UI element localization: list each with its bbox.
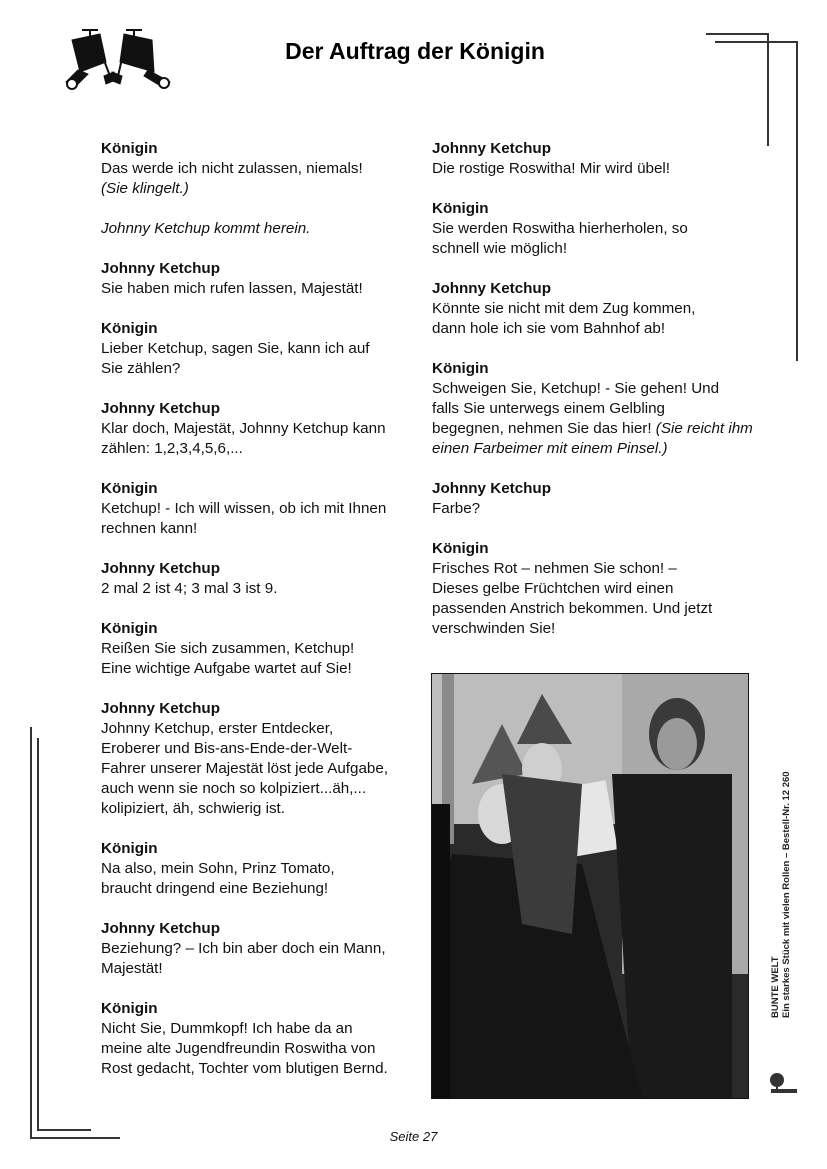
- frame-top-right-v1: [767, 33, 769, 146]
- dialogue-line: rechnen kann!: [101, 520, 198, 537]
- dialogue-block: [101, 559, 421, 599]
- dialogue-line: Nicht Sie, Dummkopf! Ich habe da an: [101, 1020, 353, 1037]
- page-title: Der Auftrag der Königin: [285, 38, 545, 64]
- dialogue-line: dann hole ich sie vom Bahnhof ab!: [432, 320, 666, 337]
- speaker-name: Königin: [101, 140, 158, 157]
- dialogue-line: Johnny Ketchup, erster Entdecker,: [101, 720, 334, 737]
- dialogue-line: auch wenn sie noch so kolpiziert...äh,...: [101, 780, 367, 797]
- speaker-name: Johnny Ketchup: [432, 480, 551, 497]
- dialogue-block: [101, 319, 421, 379]
- speaker-name: Königin: [101, 1000, 158, 1017]
- frame-top-right-v2: [796, 41, 798, 361]
- dialogue-line: zählen: 1,2,3,4,5,6,...: [101, 440, 243, 457]
- dialogue-line: begegnen, nehmen Sie das hier!: [432, 420, 656, 437]
- dialogue-block: [101, 399, 421, 459]
- frame-top-right-h1: [706, 33, 768, 35]
- dialogue-line: Könnte sie nicht mit dem Zug kommen,: [432, 300, 696, 317]
- dialogue-line: falls Sie unterwegs einem Gelbling: [432, 400, 665, 417]
- dialogue-block: [432, 199, 757, 259]
- speaker-name: Johnny Ketchup: [432, 280, 551, 297]
- dialogue-line: Frisches Rot – nehmen Sie schon! –: [432, 560, 677, 577]
- dialogue-line: Sie zählen?: [101, 360, 181, 377]
- speaker-name: Johnny Ketchup: [432, 140, 551, 157]
- dialogue-line: Die rostige Roswitha! Mir wird übel!: [432, 160, 671, 177]
- dialogue-line: Sie werden Roswitha hierherholen, so: [432, 220, 688, 237]
- dialogue-line: Lieber Ketchup, sagen Sie, kann ich auf: [101, 340, 370, 357]
- dialogue-block: [101, 619, 421, 679]
- series-title: BUNTE WELT: [770, 956, 781, 1018]
- dialogue-block: [101, 139, 421, 199]
- stage-direction: (Sie reicht ihm einen Farbeimer mit einem Pinsel.): [432, 420, 753, 457]
- speaker-name: Königin: [432, 540, 489, 557]
- speaker-name: Johnny Ketchup: [101, 700, 220, 717]
- dialogue-block: [432, 479, 757, 519]
- dialogue-line: passenden Anstrich bekommen. Und jetzt: [432, 600, 713, 617]
- dialogue-block: [432, 279, 757, 339]
- dialogue-right-column: [432, 139, 757, 659]
- speaker-name: Johnny Ketchup: [101, 560, 220, 577]
- frame-bottom-left-v1: [30, 727, 32, 1138]
- dialogue-block: [101, 699, 421, 819]
- dialogue-line: Ketchup! - Ich will wissen, ob ich mit Ihnen: [101, 500, 387, 517]
- dialogue-block: [432, 359, 757, 459]
- dialogue-block: [101, 219, 421, 239]
- dialogue-left-column: [101, 139, 421, 1099]
- dialogue-line: Beziehung? – Ich bin aber doch ein Mann,: [101, 940, 386, 957]
- vertical-sidebar-text: [770, 771, 792, 1018]
- speaker-name: Johnny Ketchup: [101, 920, 220, 937]
- speaker-name: Königin: [101, 320, 158, 337]
- book-subtitle: Ein starkes Stück mit vielen Rollen – Bestell-Nr. 12 260: [781, 771, 792, 1018]
- dialogue-line: Eroberer und Bis-ans-Ende-der-Welt-: [101, 740, 353, 757]
- dialogue-block: [101, 999, 421, 1079]
- dialogue-line: Sie haben mich rufen lassen, Majestät!: [101, 280, 363, 297]
- speaker-name: Königin: [432, 360, 489, 377]
- dialogue-line: Klar doch, Majestät, Johnny Ketchup kann: [101, 420, 386, 437]
- theatre-scene-illustration: [432, 674, 748, 1098]
- speaker-name: Königin: [101, 480, 158, 497]
- dialogue-line: verschwinden Sie!: [432, 620, 556, 637]
- dialogue-block: [101, 919, 421, 979]
- dialogue-block: [101, 479, 421, 539]
- speaker-name: Königin: [101, 620, 158, 637]
- speaker-name: Königin: [101, 840, 158, 857]
- stage-direction: (Sie klingelt.): [101, 180, 189, 197]
- dialogue-line: Majestät!: [101, 960, 163, 977]
- stage-spotlights-icon: [60, 26, 175, 90]
- dialogue-line: kolipiziert, äh, schwierig ist.: [101, 800, 286, 817]
- tree-logo-icon: [768, 1070, 798, 1094]
- theatre-scene-photo: [431, 673, 749, 1099]
- page-number: Seite 27: [389, 1129, 438, 1144]
- stage-direction: Johnny Ketchup kommt herein.: [101, 220, 311, 237]
- dialogue-line: 2 mal 2 ist 4; 3 mal 3 ist 9.: [101, 580, 278, 597]
- dialogue-block: [101, 259, 421, 299]
- dialogue-line: Rost gedacht, Tochter vom blutigen Bernd.: [101, 1060, 388, 1077]
- speaker-name: Johnny Ketchup: [101, 260, 220, 277]
- speaker-name: Königin: [432, 200, 489, 217]
- dialogue-block: [432, 139, 757, 179]
- dialogue-line: Schweigen Sie, Ketchup! - Sie gehen! Und: [432, 380, 720, 397]
- dialogue-block: [432, 539, 757, 639]
- dialogue-line: Dieses gelbe Früchtchen wird einen: [432, 580, 674, 597]
- dialogue-line: Fahrer unserer Majestät löst jede Aufgabe,: [101, 760, 389, 777]
- dialogue-block: [101, 839, 421, 899]
- frame-top-right-h2: [715, 41, 797, 43]
- speaker-name: Johnny Ketchup: [101, 400, 220, 417]
- frame-bottom-left-v2: [37, 738, 39, 1130]
- dialogue-line: meine alte Jugendfreundin Roswitha von: [101, 1040, 376, 1057]
- dialogue-line: Das werde ich nicht zulassen, niemals!: [101, 160, 363, 177]
- publisher-logo: [768, 1070, 798, 1094]
- dialogue-line: schnell wie möglich!: [432, 240, 568, 257]
- dialogue-line: braucht dringend eine Beziehung!: [101, 880, 329, 897]
- dialogue-line: Na also, mein Sohn, Prinz Tomato,: [101, 860, 335, 877]
- dialogue-line: Farbe?: [432, 500, 481, 517]
- dialogue-line: Eine wichtige Aufgabe wartet auf Sie!: [101, 660, 352, 677]
- dialogue-line: Reißen Sie sich zusammen, Ketchup!: [101, 640, 355, 657]
